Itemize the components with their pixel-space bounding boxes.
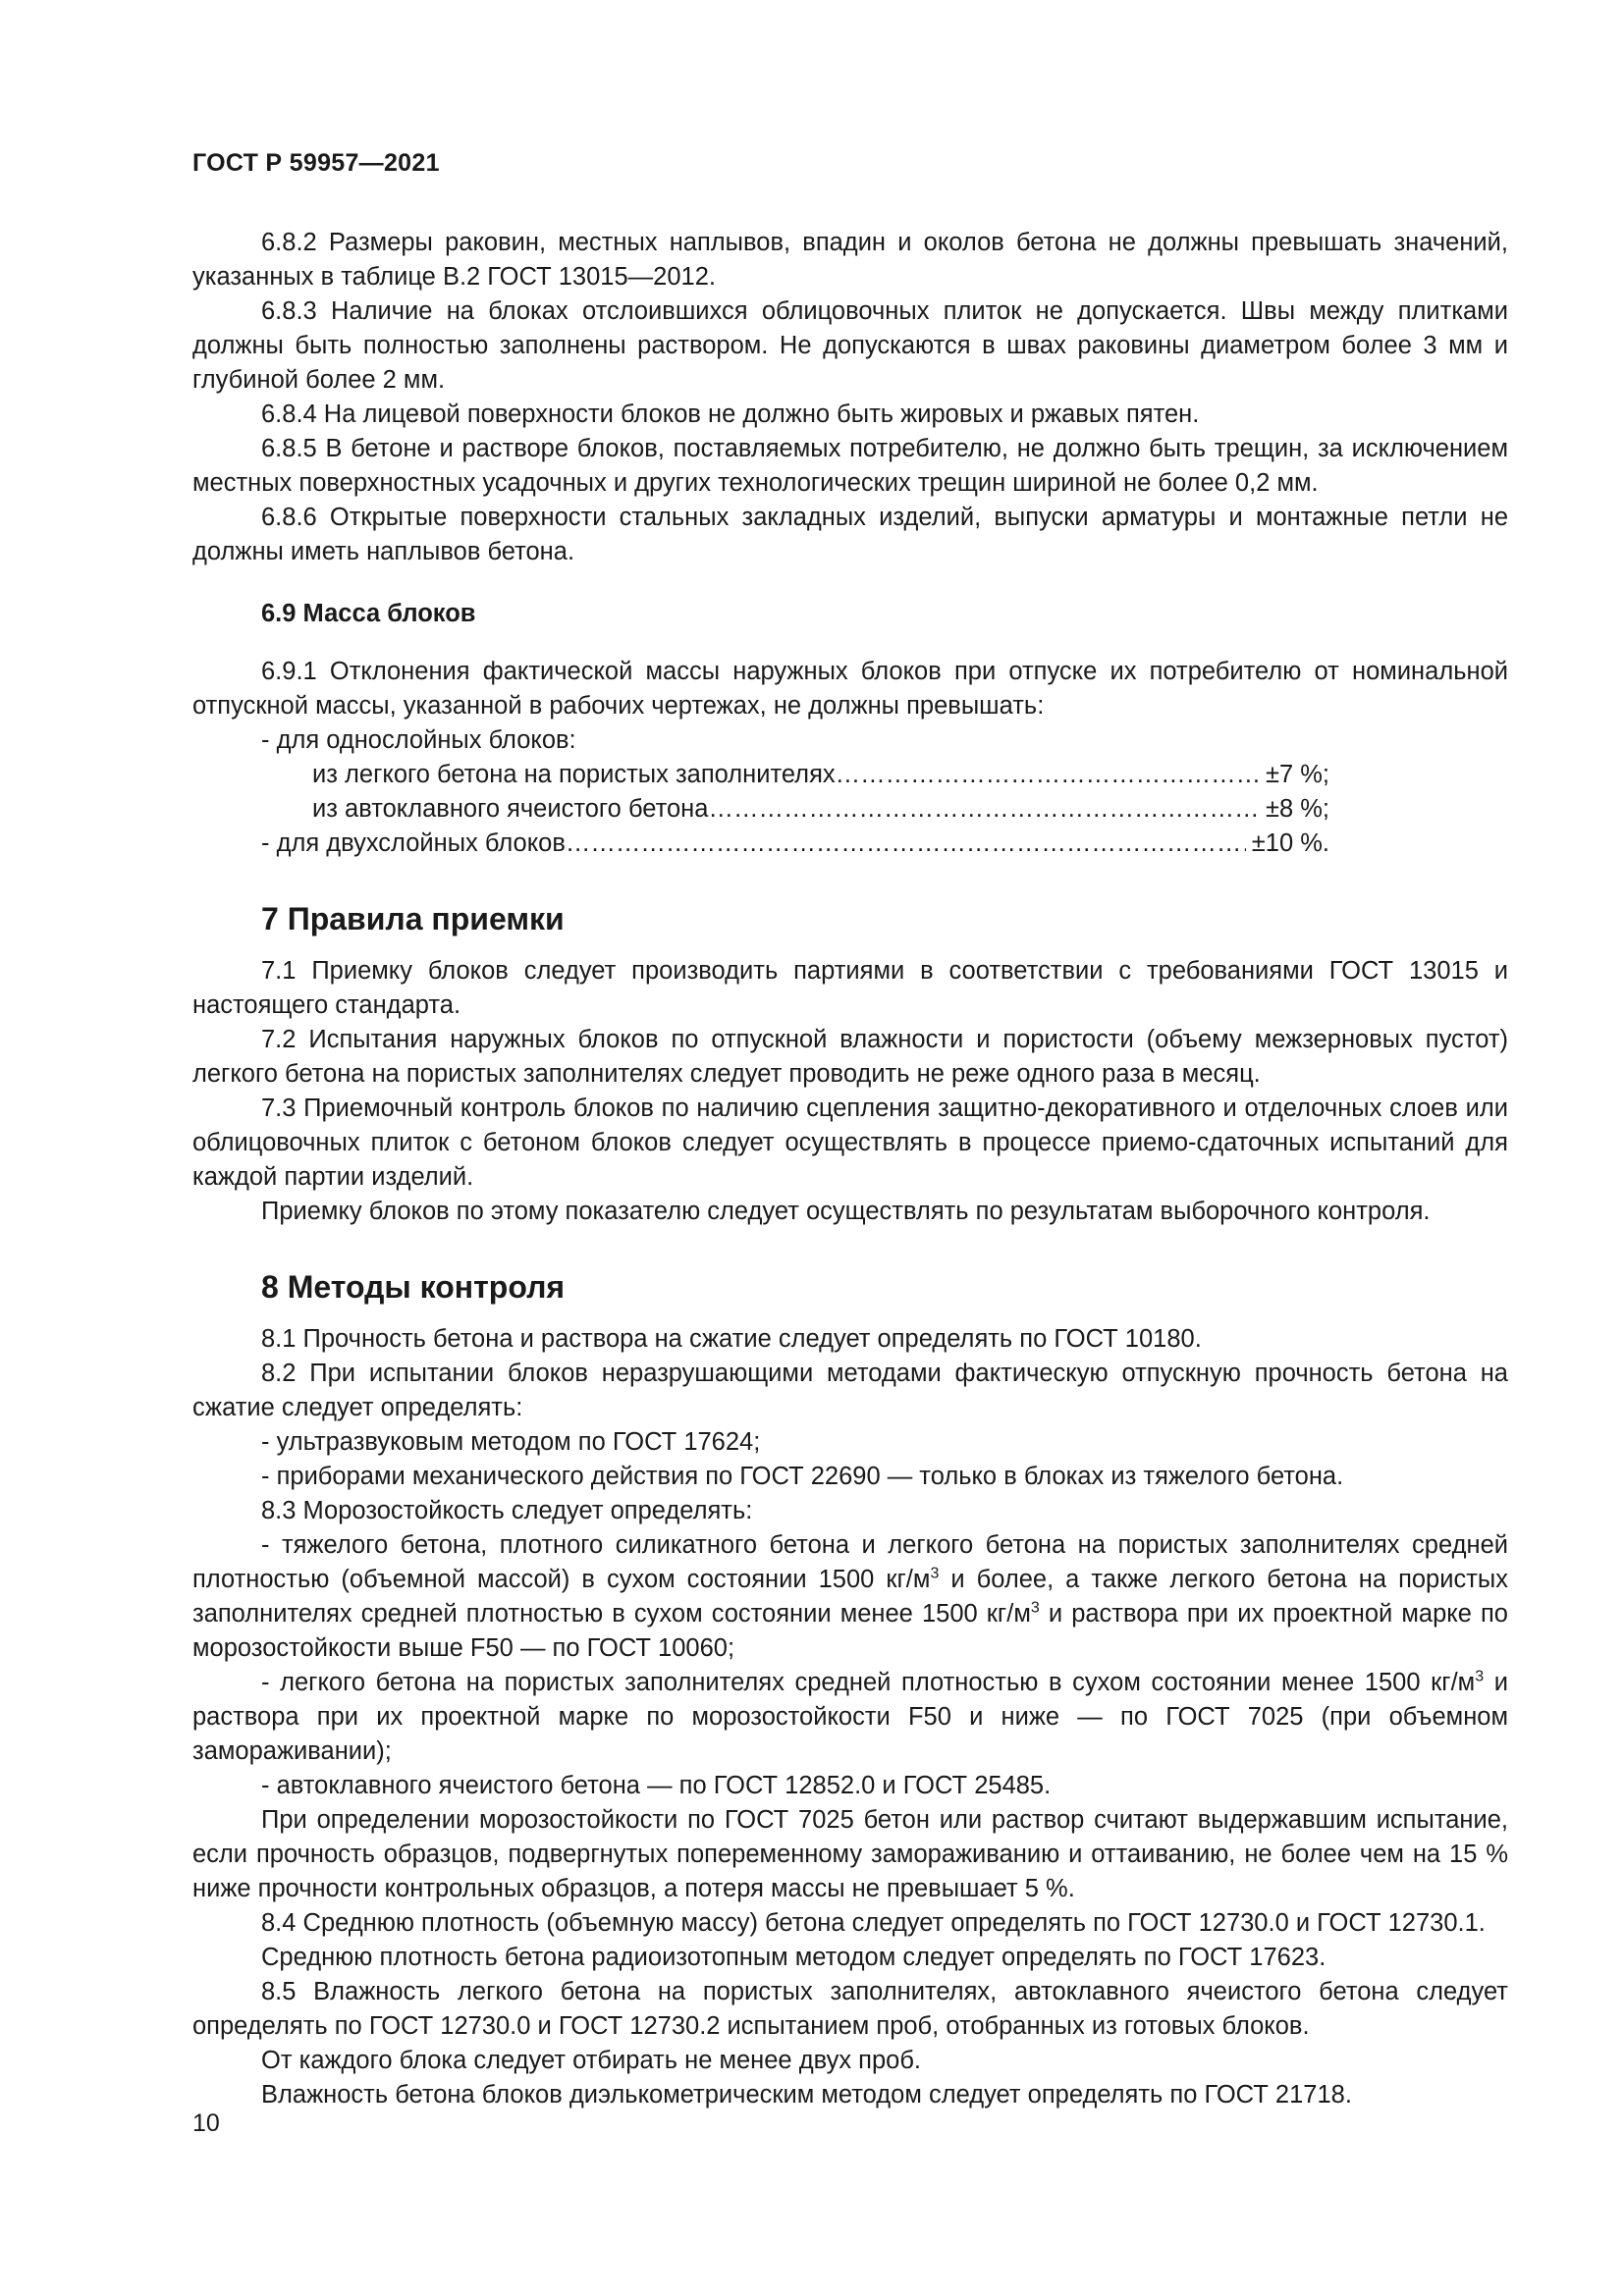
tolerance-value: ±7 %; xyxy=(1265,761,1329,788)
clause-6-8-5: 6.8.5 В бетоне и растворе блоков, поставляемых потребителю, не должно быть трещин, за исключением местных поверхностных усадочных и других технологических трещин шириной не более 0,2 мм. xyxy=(192,435,1508,497)
clause-8-2: 8.2 При испытании блоков неразрушающими методами фактическую отпускную прочность бетона на сжатие следует определять: xyxy=(192,1360,1508,1421)
tolerance-label: - для двухслойных блоков xyxy=(261,829,566,857)
clause-8-3-note: При определении морозостойкости по ГОСТ 7025 бетон или раствор считают выдержавшим испытание, если прочность образцов, подвергнутых попеременному замораживанию и оттаиванию, не более чем на 15 % ниже прочности контрольных образцов, а потеря массы не превышает 5 %. xyxy=(192,1806,1508,1902)
text-run: и раствора при их проектной марке по морозостойкости выше F50 — по ГОСТ 10060; xyxy=(192,1600,1508,1662)
clause-7-2: 7.2 Испытания наружных блоков по отпускной влажности и пористости (объему межзерновых пустот) легкого бетона на пористых заполнителях следует проводить не реже одного раза в месяц. xyxy=(192,1026,1508,1088)
clause-7-1: 7.1 Приемку блоков следует производить партиями в соответствии с требованиями ГОСТ 13015 и настоящего стандарта. xyxy=(192,957,1508,1019)
list-item-mechanical: - приборами механического действия по ГОСТ 22690 — только в блоках из тяжелого бетона. xyxy=(261,1463,1344,1490)
section-title-7: 7 Правила приемки xyxy=(261,901,565,936)
list-item-ultrasonic: - ультразвуковым методом по ГОСТ 17624; xyxy=(261,1428,761,1456)
clause-6-9-1: 6.9.1 Отклонения фактической массы наружных блоков при отпуске их потребителю от номинальной отпускной массы, указанной в рабочих чертежах, не должны превышать: xyxy=(192,658,1508,720)
list-item-single-layer: - для однослойных блоков: xyxy=(261,726,576,754)
clause-8-3: 8.3 Морозостойкость следует определять: xyxy=(261,1497,753,1524)
tolerance-light-concrete xyxy=(192,758,1329,792)
clause-7-3: 7.3 Приемочный контроль блоков по наличию сцепления защитно-декоративного и отделочных слоев или облицовочных плиток с бетоном блоков следует осуществлять в процессе приемо-сдаточных испытаний для каждой партии изделий. xyxy=(192,1095,1508,1191)
clause-8-4: 8.4 Среднюю плотность (объемную массу) бетона следует определять по ГОСТ 12730.0 и ГОСТ 12730.1. xyxy=(261,1909,1486,1937)
superscript: 3 xyxy=(1475,1668,1485,1685)
document-page xyxy=(192,0,1508,2296)
clause-6-8-3: 6.8.3 Наличие на блоках отслоившихся облицовочных плиток не допускается. Швы между плитками должны быть полностью заполнены раствором. Не допускаются в швах раковины диаметром более 3 мм и глубиной более 2 мм. xyxy=(192,297,1508,394)
tolerance-autoclave xyxy=(192,792,1329,827)
dot-leader xyxy=(708,792,1260,827)
clause-8-1: 8.1 Прочность бетона и раствора на сжатие следует определять по ГОСТ 10180. xyxy=(261,1325,1202,1353)
text-run: - легкого бетона на пористых заполнителях средней плотностью в сухом состоянии менее 1500 кг/м xyxy=(261,1669,1476,1696)
tolerance-value: ±10 %. xyxy=(1251,829,1329,857)
document-body xyxy=(192,226,1508,2112)
clause-6-8-4: 6.8.4 На лицевой поверхности блоков не должно быть жировых и ржавых пятен. xyxy=(261,400,1200,428)
superscript: 3 xyxy=(1030,1599,1040,1617)
list-item-heavy-concrete xyxy=(192,1528,1508,1666)
clause-6-8-2: 6.8.2 Размеры раковин, местных наплывов, впадин и околов бетона не должны превышать значений, указанных в таблице В.2 ГОСТ 13015—2012. xyxy=(192,229,1508,291)
text-run: - тяжелого бетона, плотного силикатного бетона и легкого бетона на пористых заполнителях средней плотностью (объемной массой) в сухом состоянии 1500 кг/м xyxy=(192,1531,1508,1593)
dot-leader xyxy=(566,827,1246,861)
tolerance-two-layer xyxy=(192,827,1329,861)
superscript: 3 xyxy=(930,1565,940,1582)
text-run: и раствора при их проектной марке по морозостойкости F50 и ниже — по ГОСТ 7025 (при объемном замораживании); xyxy=(192,1669,1508,1765)
list-item-light-concrete xyxy=(192,1666,1508,1769)
section-title-8: 8 Методы контроля xyxy=(261,1269,566,1305)
dot-leader xyxy=(836,758,1260,792)
tolerance-label: из легкого бетона на пористых заполнителях xyxy=(312,761,836,788)
text-run: и более, а также легкого бетона на пористых заполнителях средней плотностью в сухом состоянии менее 1500 кг/м xyxy=(192,1566,1508,1628)
page-number: 10 xyxy=(192,2109,220,2137)
subsection-title-6-9: 6.9 Масса блоков xyxy=(261,600,476,627)
list-item-autoclave: - автоклавного ячеистого бетона — по ГОСТ 12852.0 и ГОСТ 25485. xyxy=(261,1772,1052,1799)
clause-8-4-note: Среднюю плотность бетона радиоизотопным методом следует определять по ГОСТ 17623. xyxy=(261,1944,1326,1971)
tolerance-value: ±8 %; xyxy=(1265,795,1329,823)
clause-8-5-note-1: От каждого блока следует отбирать не менее двух проб. xyxy=(261,2047,922,2074)
clause-7-3-note: Приемку блоков по этому показателю следует осуществлять по результатам выборочного контроля. xyxy=(261,1198,1431,1225)
clause-6-8-6: 6.8.6 Открытые поверхности стальных закладных изделий, выпуски арматуры и монтажные петли не должны иметь наплывов бетона. xyxy=(192,504,1508,565)
clause-8-5: 8.5 Влажность легкого бетона на пористых заполнителях, автоклавного ячеистого бетона следует определять по ГОСТ 12730.0 и ГОСТ 12730.2 испытанием проб, отобранных из готовых блоков. xyxy=(192,1978,1508,2040)
clause-8-5-note-2: Влажность бетона блоков диэлькометрическим методом следует определять по ГОСТ 21718. xyxy=(261,2081,1352,2109)
tolerance-label: из автоклавного ячеистого бетона xyxy=(312,795,709,823)
document-header: ГОСТ Р 59957—2021 xyxy=(192,149,440,177)
